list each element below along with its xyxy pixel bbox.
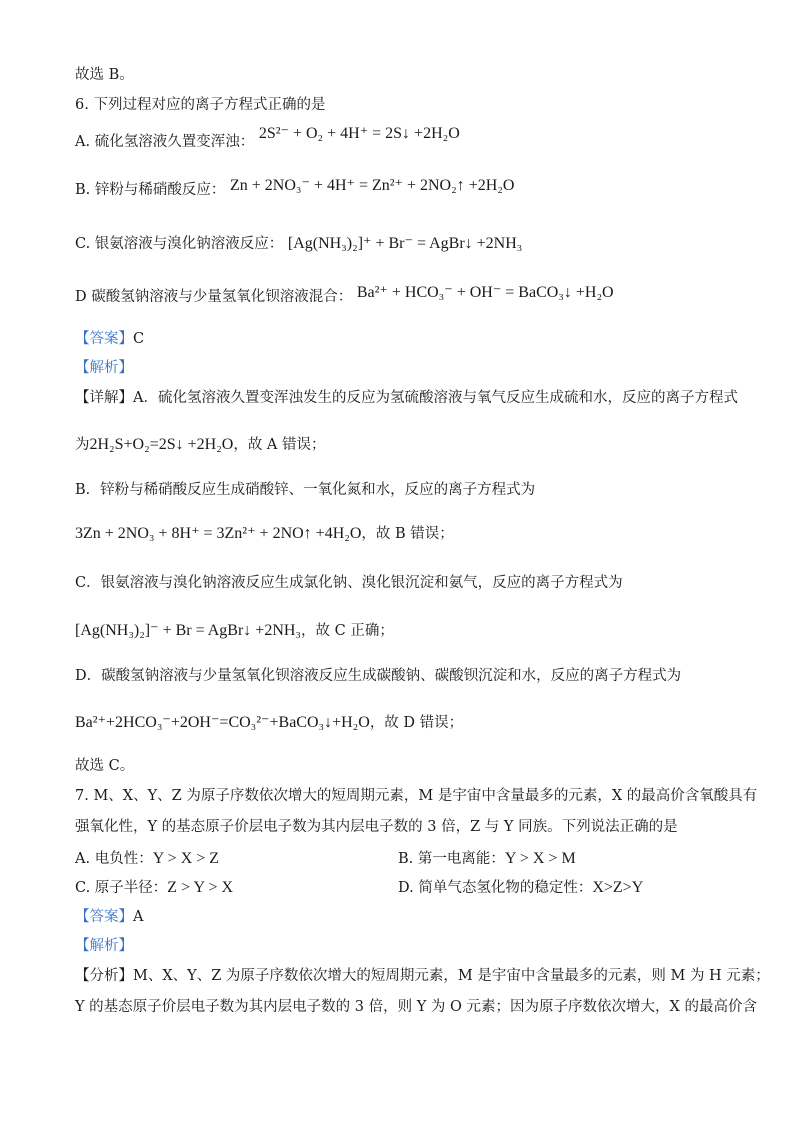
- detail-c-equation: [Ag(NH₃)₂]⁻ + Br = AgBr↓ +2NH₃: [75, 622, 302, 639]
- detail-d-tail: ，故 D 错误；: [369, 715, 464, 731]
- q7-option-c-value: Z > Y > X: [167, 879, 234, 896]
- previous-conclusion: 故选 B。: [75, 67, 134, 83]
- detail-a-text: A．硫化氢溶液久置变浑浊发生的反应为氢硫酸溶液与氧气反应生成硫和水，反应的离子方程式: [133, 390, 738, 406]
- q6-option-d-equation: Ba²⁺ + HCO₃⁻ + OH⁻ = BaCO₃↓ +H₂O: [356, 284, 614, 301]
- answer-tag: 【答案】: [75, 909, 133, 925]
- q6-option-a-label: A. 硫化氢溶液久置变浑浊：: [75, 134, 255, 150]
- q6-detail-b-equation-line: [75, 522, 454, 543]
- q7-option-d-value: X>Z>Y: [592, 879, 644, 896]
- question-7-stem-line2: 强氧化性，Y 的基态原子价层电子数为其内层电子数的 3 倍，Z 与 Y 同族。下列说法正确的是: [75, 819, 678, 835]
- q7-answer: [75, 905, 143, 926]
- detail-a-equation: 2H₂S+O₂=2S↓ +2H₂O: [89, 436, 234, 453]
- detail-b-tail: ，故 B 错误；: [361, 526, 454, 542]
- answer-value: A: [133, 909, 144, 925]
- q7-option-b-value: Y > X > M: [504, 850, 576, 867]
- detail-a-prefix: 为: [75, 437, 90, 453]
- q6-detail-d-equation-line: [75, 711, 463, 732]
- fenxi-text-1: M、X、Y、Z 为原子序数依次增大的短周期元素，M 是宇宙中含量最多的元素，则 M 为 H 元素；: [133, 968, 770, 984]
- answer-tag: 【答案】: [75, 331, 133, 347]
- q7-option-c: [75, 876, 233, 897]
- q6-option-a-equation: 2S²⁻ + O₂ + 4H⁺ = 2S↓ +2H₂O: [258, 125, 460, 142]
- q6-option-b-equation: Zn + 2NO₃⁻ + 4H⁺ = Zn²⁺ + 2NO₂↑ +2H₂O: [229, 177, 515, 194]
- q7-option-b-label: B. 第一电离能：: [398, 851, 505, 867]
- q6-option-c: [75, 232, 522, 253]
- detail-c-tail: ，故 C 正确；: [301, 623, 394, 639]
- q6-detail-a: [75, 386, 738, 407]
- q7-option-c-label: C. 原子半径：: [75, 880, 168, 896]
- detail-d-equation: Ba²⁺+2HCO₃⁻+2OH⁻=CO₃²⁻+BaCO₃↓+H₂O: [75, 714, 370, 731]
- question-6-stem: 6. 下列过程对应的离子方程式正确的是: [75, 97, 326, 113]
- q7-option-a-label: A. 电负性：: [75, 851, 153, 867]
- q6-detail-a-equation-line: [75, 433, 326, 454]
- q6-option-d: [75, 285, 614, 306]
- detail-tag: 【详解】: [75, 390, 133, 406]
- q6-answer: [75, 327, 144, 348]
- q6-conclusion: 故选 C。: [75, 758, 135, 774]
- q7-option-a: [75, 847, 219, 868]
- q6-analysis-tag: 【解析】: [75, 360, 133, 376]
- q6-option-b-label: B. 锌粉与稀硝酸反应：: [75, 182, 226, 198]
- q6-option-d-label: D 碳酸氢钠溶液与少量氢氧化钡溶液混合：: [75, 289, 353, 305]
- detail-a-tail: ，故 A 错误；: [233, 437, 326, 453]
- question-7-stem-line1: 7. M、X、Y、Z 为原子序数依次增大的短周期元素，M 是宇宙中含量最多的元素，X 的最高价含氧酸具有: [75, 788, 758, 804]
- q7-option-b: [398, 847, 576, 868]
- q7-fenxi-line1: [75, 964, 770, 985]
- q7-option-d: [398, 876, 643, 897]
- q6-detail-c: C．银氨溶液与溴化钠溶液反应生成氯化钠、溴化银沉淀和氨气，反应的离子方程式为: [75, 575, 623, 591]
- q6-option-a: [75, 125, 460, 151]
- q7-fenxi-line2: Y 的基态原子价层电子数为其内层电子数的 3 倍，则 Y 为 O 元素；因为原子序数依次增大，X 的最高价含: [75, 999, 757, 1015]
- q6-detail-d: D．碳酸氢钠溶液与少量氢氧化钡溶液反应生成碳酸钠、碳酸钡沉淀和水，反应的离子方程式为: [75, 668, 682, 684]
- q6-option-b: [75, 178, 514, 199]
- q7-option-d-label: D. 简单气态氢化物的稳定性：: [398, 880, 593, 896]
- q7-option-a-value: Y > X > Z: [152, 850, 220, 867]
- q7-analysis-tag: 【解析】: [75, 938, 133, 954]
- q6-option-c-equation: [Ag(NH₃)₂]⁺ + Br⁻ = AgBr↓ +2NH₃: [287, 235, 523, 252]
- detail-b-equation: 3Zn + 2NO₃ + 8H⁺ = 3Zn²⁺ + 2NO↑ +4H₂O: [75, 525, 362, 542]
- q6-detail-c-equation-line: [75, 619, 394, 640]
- q6-detail-b: B．锌粉与稀硝酸反应生成硝酸锌、一氧化氮和水，反应的离子方程式为: [75, 482, 536, 498]
- fenxi-tag: 【分析】: [75, 968, 133, 984]
- answer-value: C: [133, 331, 145, 347]
- q6-option-c-label: C. 银氨溶液与溴化钠溶液反应：: [75, 236, 284, 252]
